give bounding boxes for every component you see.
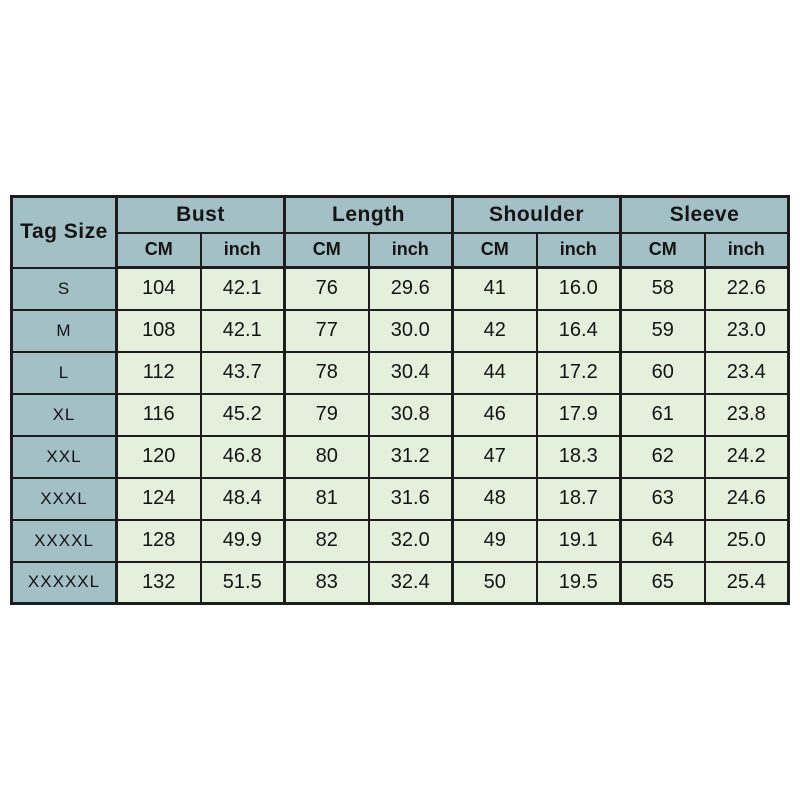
measurement-cell: 46.8 (201, 436, 285, 478)
measurement-cell: 58 (621, 268, 705, 310)
measurement-cell: 41 (453, 268, 537, 310)
column-group-shoulder: Shoulder (453, 197, 621, 233)
measurement-cell: 64 (621, 520, 705, 562)
measurement-cell: 48 (453, 478, 537, 520)
measurement-cell: 49 (453, 520, 537, 562)
unit-header-inch: inch (705, 233, 789, 268)
measurement-cell: 32.4 (369, 562, 453, 604)
unit-header-cm: CM (285, 233, 369, 268)
size-label: M (12, 310, 117, 352)
measurement-cell: 18.3 (537, 436, 621, 478)
measurement-cell: 128 (117, 520, 201, 562)
column-group-bust: Bust (117, 197, 285, 233)
measurement-cell: 22.6 (705, 268, 789, 310)
measurement-cell: 30.0 (369, 310, 453, 352)
measurement-cell: 46 (453, 394, 537, 436)
measurement-cell: 80 (285, 436, 369, 478)
table-row-s (12, 268, 789, 310)
size-label: XXXXL (12, 520, 117, 562)
measurement-cell: 120 (117, 436, 201, 478)
unit-header-inch: inch (537, 233, 621, 268)
table-row-l (12, 352, 789, 394)
measurement-cell: 63 (621, 478, 705, 520)
corner-header-tag-size: Tag Size (12, 197, 117, 268)
measurement-cell: 81 (285, 478, 369, 520)
measurement-cell: 62 (621, 436, 705, 478)
measurement-cell: 50 (453, 562, 537, 604)
unit-header-inch: inch (369, 233, 453, 268)
table-row-xxxxl (12, 520, 789, 562)
size-label: XL (12, 394, 117, 436)
measurement-cell: 23.0 (705, 310, 789, 352)
table-row-xxxl (12, 478, 789, 520)
measurement-cell: 25.4 (705, 562, 789, 604)
measurement-cell: 44 (453, 352, 537, 394)
measurement-cell: 29.6 (369, 268, 453, 310)
measurement-cell: 16.0 (537, 268, 621, 310)
measurement-cell: 42.1 (201, 310, 285, 352)
measurement-cell: 32.0 (369, 520, 453, 562)
measurement-cell: 24.2 (705, 436, 789, 478)
measurement-cell: 31.6 (369, 478, 453, 520)
measurement-cell: 25.0 (705, 520, 789, 562)
measurement-cell: 16.4 (537, 310, 621, 352)
table-row-xxxxxl (12, 562, 789, 604)
measurement-cell: 60 (621, 352, 705, 394)
table-row-m (12, 310, 789, 352)
measurement-cell: 77 (285, 310, 369, 352)
measurement-cell: 18.7 (537, 478, 621, 520)
measurement-cell: 124 (117, 478, 201, 520)
measurement-cell: 65 (621, 562, 705, 604)
measurement-cell: 23.8 (705, 394, 789, 436)
unit-header-cm: CM (453, 233, 537, 268)
measurement-cell: 76 (285, 268, 369, 310)
column-group-header-row (12, 197, 789, 233)
unit-header-cm: CM (117, 233, 201, 268)
measurement-cell: 83 (285, 562, 369, 604)
measurement-cell: 51.5 (201, 562, 285, 604)
measurement-cell: 43.7 (201, 352, 285, 394)
size-label: XXXXXL (12, 562, 117, 604)
size-chart-table (10, 195, 790, 605)
measurement-cell: 61 (621, 394, 705, 436)
measurement-cell: 31.2 (369, 436, 453, 478)
measurement-cell: 42.1 (201, 268, 285, 310)
unit-header-row (12, 233, 789, 268)
measurement-cell: 30.4 (369, 352, 453, 394)
size-label: L (12, 352, 117, 394)
measurement-cell: 17.2 (537, 352, 621, 394)
measurement-cell: 47 (453, 436, 537, 478)
measurement-cell: 30.8 (369, 394, 453, 436)
size-label: S (12, 268, 117, 310)
size-label: XXXL (12, 478, 117, 520)
measurement-cell: 59 (621, 310, 705, 352)
measurement-cell: 49.9 (201, 520, 285, 562)
column-group-sleeve: Sleeve (621, 197, 789, 233)
measurement-cell: 78 (285, 352, 369, 394)
table-row-xl (12, 394, 789, 436)
measurement-cell: 108 (117, 310, 201, 352)
measurement-cell: 79 (285, 394, 369, 436)
unit-header-cm: CM (621, 233, 705, 268)
measurement-cell: 116 (117, 394, 201, 436)
measurement-cell: 19.5 (537, 562, 621, 604)
measurement-cell: 82 (285, 520, 369, 562)
unit-header-inch: inch (201, 233, 285, 268)
measurement-cell: 23.4 (705, 352, 789, 394)
measurement-cell: 17.9 (537, 394, 621, 436)
size-label: XXL (12, 436, 117, 478)
measurement-cell: 45.2 (201, 394, 285, 436)
table-row-xxl (12, 436, 789, 478)
measurement-cell: 112 (117, 352, 201, 394)
measurement-cell: 132 (117, 562, 201, 604)
measurement-cell: 104 (117, 268, 201, 310)
column-group-length: Length (285, 197, 453, 233)
measurement-cell: 19.1 (537, 520, 621, 562)
measurement-cell: 42 (453, 310, 537, 352)
measurement-cell: 48.4 (201, 478, 285, 520)
measurement-cell: 24.6 (705, 478, 789, 520)
